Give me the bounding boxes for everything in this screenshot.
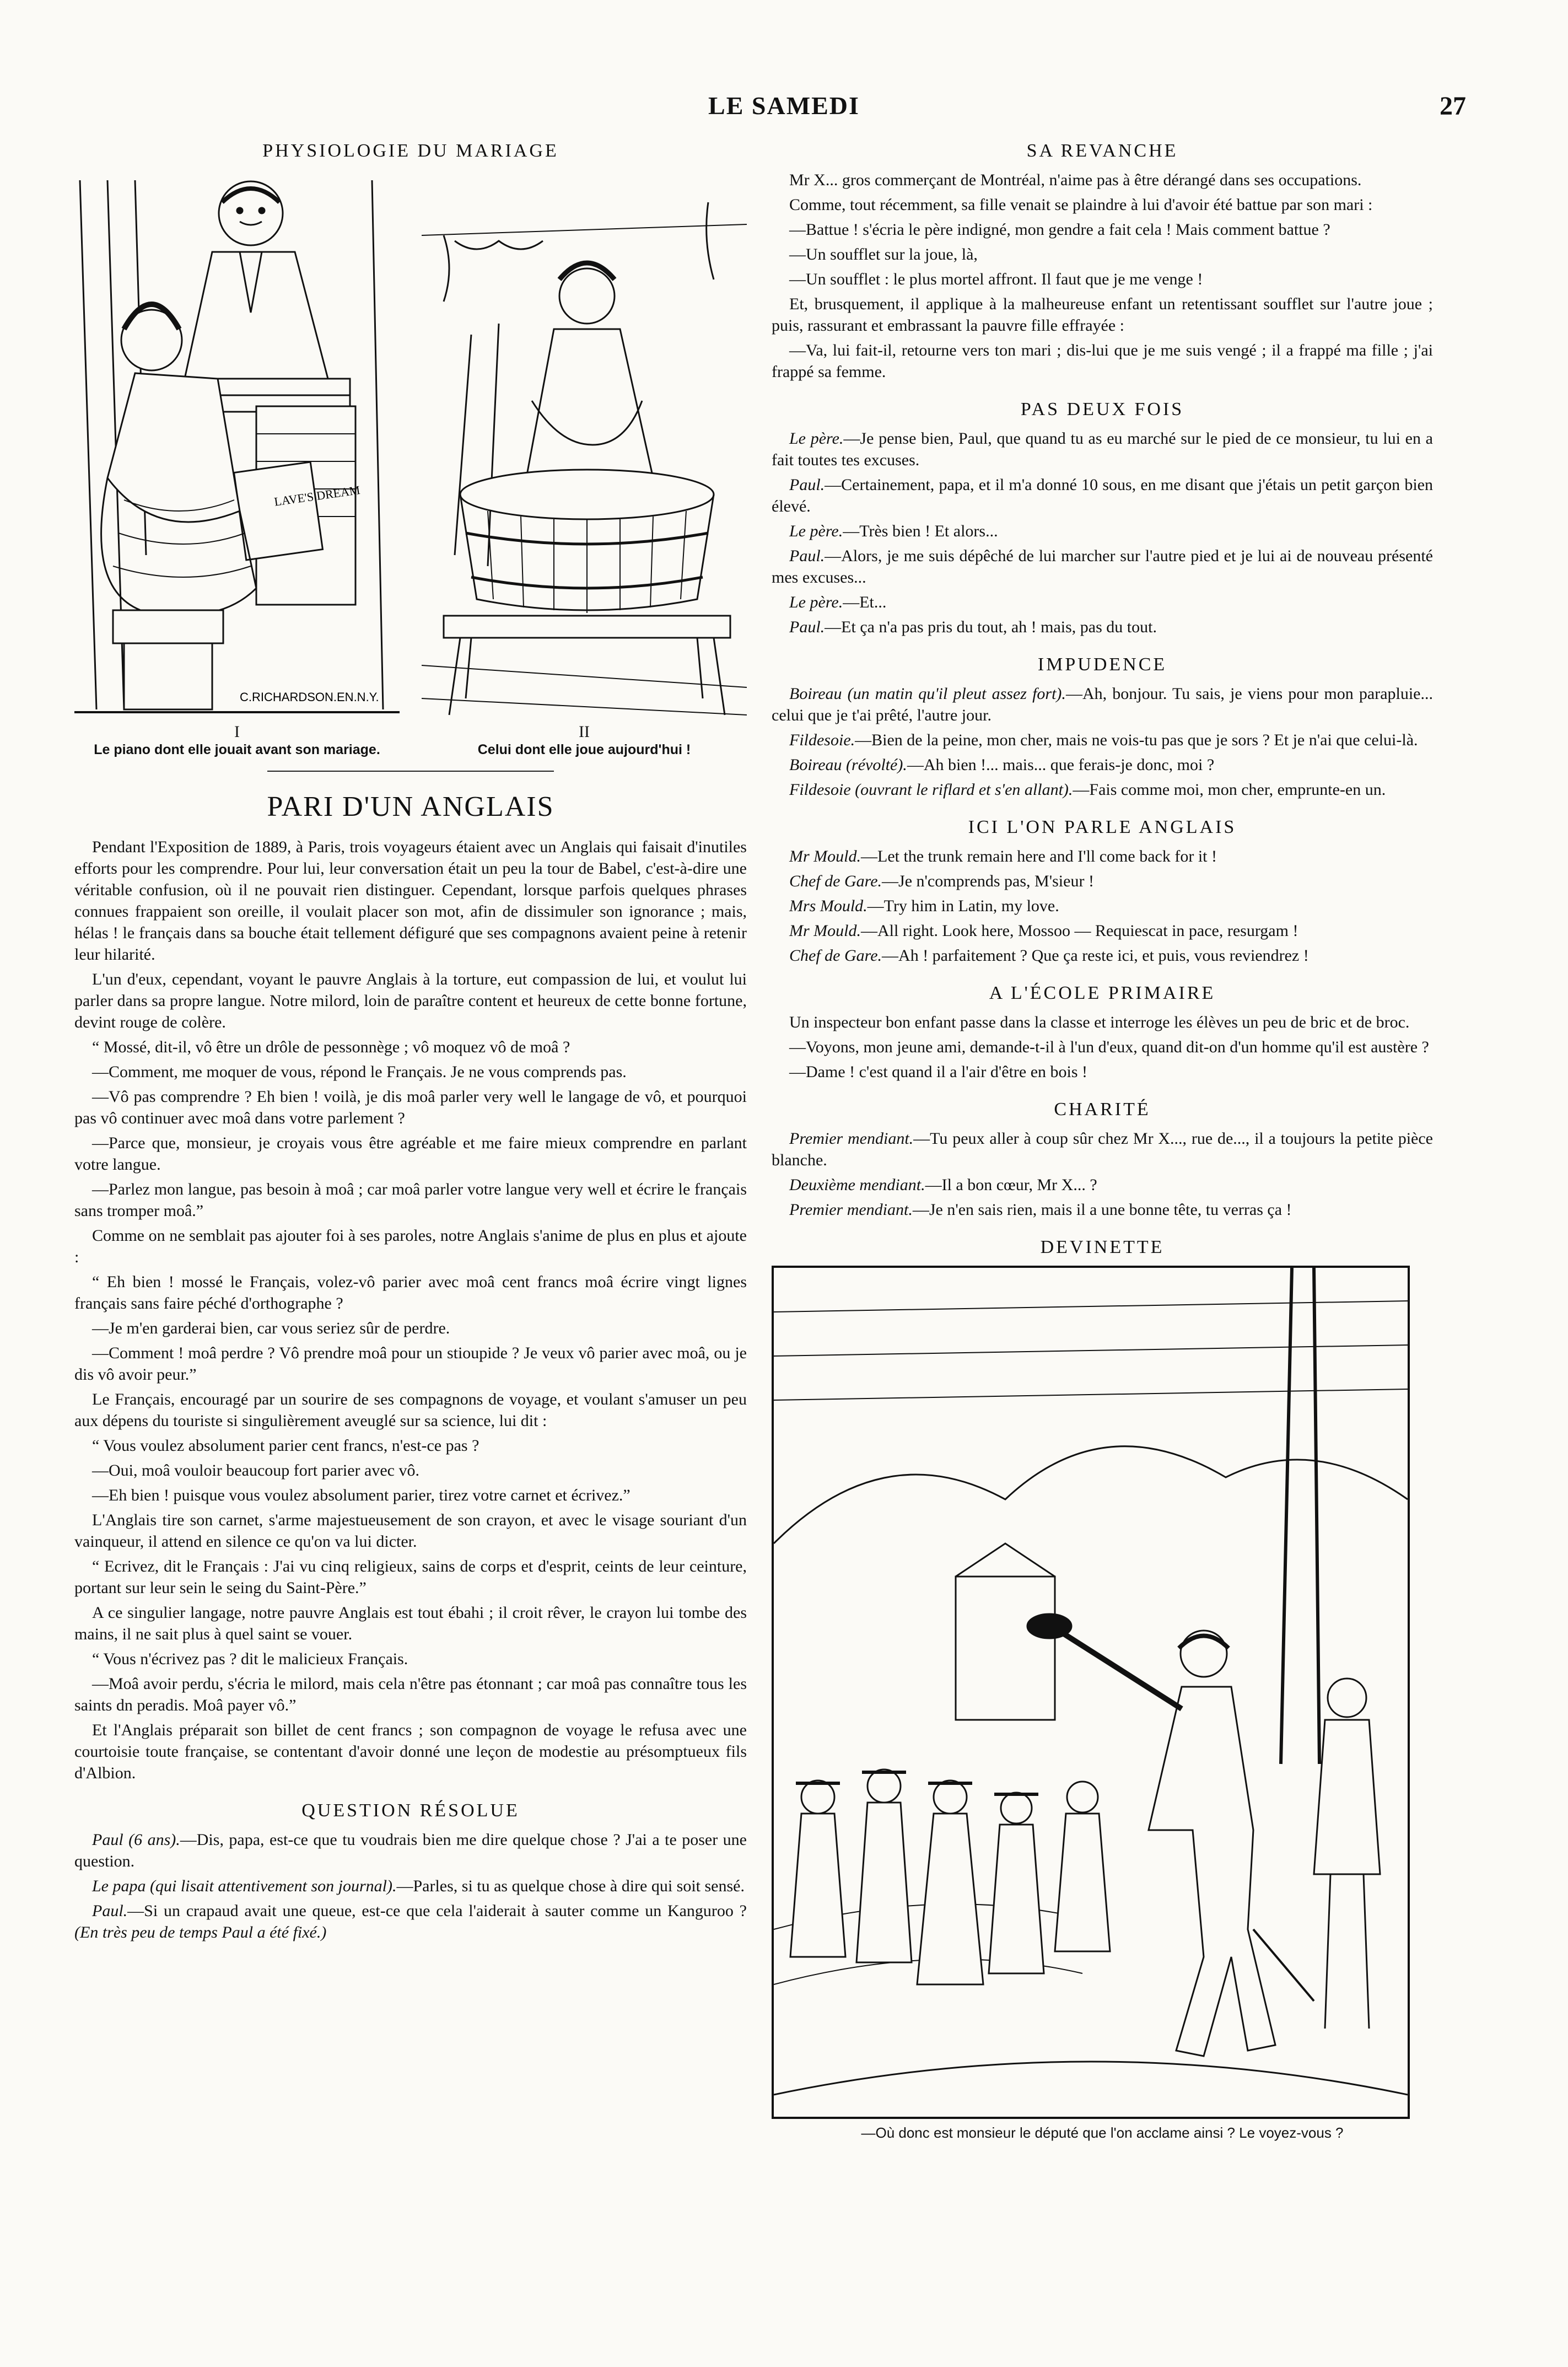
- dialog-line: [772, 945, 1433, 966]
- charite-article: [772, 1128, 1433, 1220]
- revanche-paragraph: Et, brusquement, il applique à la malheureuse enfant un retentissant soufflet sur l'autre joue ; puis, rassurant et embrassant la pauvre fille effrayée :: [772, 295, 1433, 335]
- newspaper-title: LE SAMEDI: [708, 92, 860, 120]
- speaker: Mr Mould.: [789, 847, 861, 865]
- speech: —Let the trunk remain here and I'll come back for it !: [861, 847, 1217, 865]
- speaker: Deuxième mendiant.: [789, 1176, 925, 1194]
- pari-paragraph: —Moâ avoir perdu, s'écria le milord, mais cela n'être pas étonnant ; car moâ pas connaître tous les saints dn peradis. Moâ payer vô.”: [74, 1675, 747, 1714]
- speaker: Boireau (un matin qu'il pleut assez fort).: [789, 685, 1066, 703]
- speaker: Boireau (révolté).: [789, 756, 907, 774]
- speech: —Alors, je me suis dépêché de lui marcher sur l'autre pied et je lui ai de nouveau présenté mes excuses...: [772, 547, 1433, 587]
- speech: —Il a bon cœur, Mr X... ?: [925, 1176, 1097, 1194]
- dialog-line: [74, 1900, 747, 1943]
- dialog-line: [74, 1875, 747, 1897]
- pari-paragraph: “ Ecrivez, dit le Français : J'ai vu cinq religieux, sains de corps et d'esprit, ceints de leur ceinture, portant sur leur sein le seing du Saint-Père.”: [74, 1557, 747, 1597]
- ecole-paragraph: Un inspecteur bon enfant passe dans la classe et interroge les élèves un peu de bric et de broc.: [789, 1013, 1410, 1031]
- ecole-title: A L'ÉCOLE PRIMAIRE: [989, 983, 1216, 1003]
- cartoon-panel-1: [74, 169, 400, 758]
- pari-paragraph: —Oui, moâ vouloir beaucoup fort parier avec vô.: [92, 1461, 419, 1480]
- washtub-illustration: [422, 169, 747, 720]
- panel-2-caption: Celui dont elle joue aujourd'hui !: [477, 742, 691, 757]
- question-title: QUESTION RÉSOLUE: [301, 1800, 520, 1821]
- revanche-paragraph: Mr X... gros commerçant de Montréal, n'aime pas à être dérangé dans ses occupations.: [789, 171, 1362, 189]
- cartoon-panel-2: [422, 169, 747, 758]
- pari-paragraph: Et l'Anglais préparait son billet de cent francs ; son compagnon de voyage le refusa avec une courtoisie toute française, se contentant d'avoir donné une leçon de modestie au présomptueux fils d'Albion.: [74, 1721, 747, 1782]
- crowd-scene-illustration: [774, 1268, 1408, 2117]
- speech: —Je n'comprends pas, M'sieur !: [882, 872, 1094, 890]
- dialog-line: [772, 1199, 1433, 1220]
- speech: —Je pense bien, Paul, que quand tu as eu marché sur le pied de ce monsieur, tu lui en a fait toutes tes excuses.: [772, 429, 1433, 469]
- speaker: Chef de Gare.: [789, 946, 882, 965]
- panel-2-number: II: [579, 723, 590, 741]
- pari-paragraph: L'un d'eux, cependant, voyant le pauvre Anglais à la torture, eut compassion de lui, et voulut lui parler dans sa propre langue. Notre milord, loin de paraître content et heureux de cette bonne fortune, devint rouge de colère.: [74, 970, 747, 1031]
- dialog-line: [772, 1128, 1433, 1171]
- anglais-title: ICI L'ON PARLE ANGLAIS: [968, 817, 1237, 837]
- speech: —Try him in Latin, my love.: [867, 897, 1059, 915]
- ecole-article: [772, 1012, 1433, 1083]
- speaker: Paul.: [789, 547, 825, 565]
- page-number: 27: [1440, 92, 1466, 121]
- piano-illustration: [74, 169, 400, 720]
- ecole-paragraph: —Dame ! c'est quand il a l'air d'être en bois !: [789, 1063, 1088, 1081]
- revanche-paragraph: —Un soufflet : le plus mortel affront. Il faut que je me venge !: [789, 270, 1203, 288]
- pari-paragraph: “ Vous voulez absolument parier cent francs, n'est-ce pas ?: [92, 1437, 479, 1455]
- dialog-line: [772, 846, 1433, 867]
- pari-paragraph: A ce singulier langage, notre pauvre Anglais est tout ébahi ; il croit rêver, le crayon lui tombe des mains, il ne sait plus à quel saint se vouer.: [74, 1604, 747, 1643]
- cartoon-title: PHYSIOLOGIE DU MARIAGE: [262, 141, 559, 161]
- revanche-article: [772, 169, 1433, 383]
- revanche-paragraph: —Battue ! s'écria le père indigné, mon gendre a fait cela ! Mais comment battue ?: [789, 220, 1330, 239]
- revanche-paragraph: —Va, lui fait-il, retourne vers ton mari ; dis-lui que je me suis vengé ; il a frappé ma fille ; j'ai frappé sa femme.: [772, 341, 1433, 381]
- masthead: [83, 91, 1485, 124]
- speech: —Je n'en sais rien, mais il a une bonne tête, tu verras ça !: [912, 1201, 1292, 1219]
- question-article: [74, 1829, 747, 1943]
- panel-1-number: I: [234, 723, 240, 741]
- deux-fois-article: [772, 428, 1433, 638]
- speech: —Fais comme moi, mon cher, emprunte-en un.: [1073, 781, 1386, 799]
- speaker: Le père.: [789, 522, 843, 540]
- dialog-line: [772, 754, 1433, 776]
- speech: —Et...: [843, 593, 887, 611]
- pari-paragraph: Comme on ne semblait pas ajouter foi à ses paroles, notre Anglais s'anime de plus en plus et ajoute :: [74, 1226, 747, 1266]
- speaker: Fildesoie.: [789, 731, 855, 749]
- speaker: Paul.: [789, 476, 825, 494]
- speaker: Le père.: [789, 429, 844, 448]
- dialog-line: [772, 616, 1433, 638]
- speech: —Certainement, papa, et il m'a donné 10 sous, en me disant que j'étais un petit garçon bien élevé.: [772, 476, 1433, 515]
- impudence-article: [772, 683, 1433, 800]
- dialog-line: [772, 683, 1433, 726]
- dialog-line: [772, 545, 1433, 588]
- speaker: Paul.: [92, 1902, 128, 1920]
- pari-paragraph: L'Anglais tire son carnet, s'arme majestueusement de son crayon, et avec le visage souriant d'un vainqueur, il attend en silence ce qu'on va lui dicter.: [74, 1511, 747, 1551]
- speech: —Très bien ! Et alors...: [843, 522, 998, 540]
- speaker: Le père.: [789, 593, 843, 611]
- speech: —Parles, si tu as quelque chose à dire qui soit sensé.: [396, 1877, 745, 1895]
- devinette-caption: —Où donc est monsieur le député que l'on acclame ainsi ? Le voyez-vous ?: [861, 2124, 1344, 2141]
- dialog-line: [772, 870, 1433, 892]
- pari-paragraph: —Eh bien ! puisque vous voulez absolument parier, tirez votre carnet et écrivez.”: [92, 1486, 631, 1504]
- pari-paragraph: “ Vous n'écrivez pas ? dit le malicieux Français.: [92, 1650, 408, 1668]
- speaker: Premier mendiant.: [789, 1129, 914, 1148]
- dialog-line: [772, 779, 1433, 800]
- pari-article: [74, 836, 747, 1784]
- revanche-title: SA REVANCHE: [1026, 141, 1178, 161]
- pari-paragraph: —Je m'en garderai bien, car vous seriez sûr de perdre.: [92, 1319, 450, 1337]
- dialog-line: [772, 520, 1433, 542]
- revanche-paragraph: Comme, tout récemment, sa fille venait se plaindre à lui d'avoir été battue par son mari :: [789, 196, 1373, 214]
- impudence-title: IMPUDENCE: [1037, 654, 1167, 675]
- speech: —Dis, papa, est-ce que tu voudrais bien me dire quelque chose ? J'ai a te poser une question.: [74, 1831, 747, 1870]
- dialog-line: [772, 920, 1433, 942]
- pari-paragraph: Le Français, encouragé par un sourire de ses compagnons de voyage, et voulant s'amuser un peu aux dépens du touriste si singulièrement aveuglé sur sa science, lui dit :: [74, 1390, 747, 1430]
- speech: —Ah ! parfaitement ? Que ça reste ici, et puis, vous reviendrez !: [882, 946, 1309, 965]
- speaker: Premier mendiant.: [789, 1201, 913, 1219]
- pari-paragraph: —Comment ! moâ perdre ? Vô prendre moâ pour un stioupide ? Je veux vô parier avec moâ, ou je dis vô avoir peur.”: [74, 1344, 747, 1384]
- speech: —Si un crapaud avait une queue, est-ce que cela l'aiderait à sauter comme un Kanguroo ?: [127, 1902, 747, 1920]
- pari-paragraph: —Parce que, monsieur, je croyais vous être agréable et me faire mieux comprendre en parlant votre langue.: [74, 1134, 747, 1174]
- left-column: [74, 141, 747, 1946]
- speaker: Mr Mould.: [789, 922, 861, 940]
- speech: —Et ça n'a pas pris du tout, ah ! mais, pas du tout.: [825, 618, 1157, 636]
- panel-1-caption: Le piano dont elle jouait avant son mariage.: [94, 742, 380, 757]
- speech: —All right. Look here, Mossoo — Requiescat in pace, resurgam !: [861, 922, 1298, 940]
- speaker: Paul (6 ans).: [92, 1831, 180, 1849]
- revanche-paragraph: —Un soufflet sur la joue, là,: [789, 245, 978, 263]
- speaker: Chef de Gare.: [789, 872, 882, 890]
- pari-paragraph: “ Mossé, dit-il, vô être un drôle de pessonnège ; vô moquez vô de moâ ?: [92, 1038, 570, 1056]
- cartoon-panels: [74, 169, 747, 758]
- dialog-line: [772, 729, 1433, 751]
- devinette-title: DEVINETTE: [1040, 1237, 1165, 1257]
- dialog-line: [772, 474, 1433, 517]
- dialog-line: [772, 591, 1433, 613]
- pari-paragraph: —Comment, me moquer de vous, répond le Français. Je ne vous comprends pas.: [92, 1063, 627, 1081]
- ecole-paragraph: —Voyons, mon jeune ami, demande-t-il à l'un d'eux, quand dit-on d'un homme qu'il est austère ?: [789, 1038, 1429, 1056]
- right-column: [772, 141, 1433, 2142]
- speech: —Bien de la peine, mon cher, mais ne vois-tu pas que je sors ? Et je n'ai que celui-là.: [855, 731, 1418, 749]
- pari-title: PARI D'UN ANGLAIS: [267, 791, 554, 822]
- section-divider: [267, 771, 554, 772]
- speaker: Le papa (qui lisait attentivement son journal).: [92, 1877, 397, 1895]
- pari-paragraph: Pendant l'Exposition de 1889, à Paris, trois voyageurs étaient avec un Anglais qui faisait d'inutiles efforts pour les comprendre. Pour lui, leur conversation était un peu la tour de Babel, c'est-à-dire une véritable confusion, où il ne pouvait rien distinguer. Cependant, lorsque parfois quelques phrases connues frappaient son oreille, il voulait placer son mot, afin de dissimuler son ignorance ; mais, hélas ! le français dans sa bouche était tellement défiguré que ses compagnons avaient peine à retenir leur hilarité.: [74, 838, 747, 964]
- speaker: Mrs Mould.: [789, 897, 867, 915]
- speech: —Tu peux aller à coup sûr chez Mr X..., rue de..., il a toujours la petite pièce blanche.: [772, 1129, 1433, 1169]
- dialog-line: [772, 895, 1433, 917]
- dialog-line: [772, 428, 1433, 471]
- sheet-music-label: LAVE'S DREAM: [273, 483, 361, 509]
- anglais-article: [772, 846, 1433, 966]
- speech: —Ah bien !... mais... que ferais-je donc, moi ?: [907, 756, 1215, 774]
- pari-paragraph: “ Eh bien ! mossé le Français, volez-vô parier avec moâ cent francs moâ écrire vingt lignes français sans faire péché d'orthographe ?: [74, 1273, 747, 1312]
- dialog-line: [74, 1829, 747, 1872]
- deux-fois-title: PAS DEUX FOIS: [1020, 399, 1184, 419]
- speech: —Ah, bonjour. Tu sais, je viens pour mon parapluie... celui que je t'ai prêté, l'autre jour.: [772, 685, 1433, 724]
- charite-title: CHARITÉ: [1054, 1099, 1151, 1120]
- illustrator-signature: C.RICHARDSON.EN.N.Y.: [240, 690, 379, 704]
- speaker: Fildesoie (ouvrant le riflard et s'en allant).: [789, 781, 1073, 799]
- dialog-line: [772, 1174, 1433, 1196]
- devinette-illustration-frame: [772, 1266, 1410, 2119]
- speaker: Paul.: [789, 618, 825, 636]
- pari-paragraph: —Parlez mon langue, pas besoin à moâ ; car moâ parler votre langue very well et écrire le français sans tromper moâ.”: [74, 1180, 747, 1220]
- closing-note: (En très peu de temps Paul a été fixé.): [74, 1923, 327, 1941]
- pari-paragraph: —Vô pas comprendre ? Eh bien ! voilà, je dis moâ parler very well le langage de vô, et pourquoi pas vô continuer avec moâ dans votre parlement ?: [74, 1088, 747, 1127]
